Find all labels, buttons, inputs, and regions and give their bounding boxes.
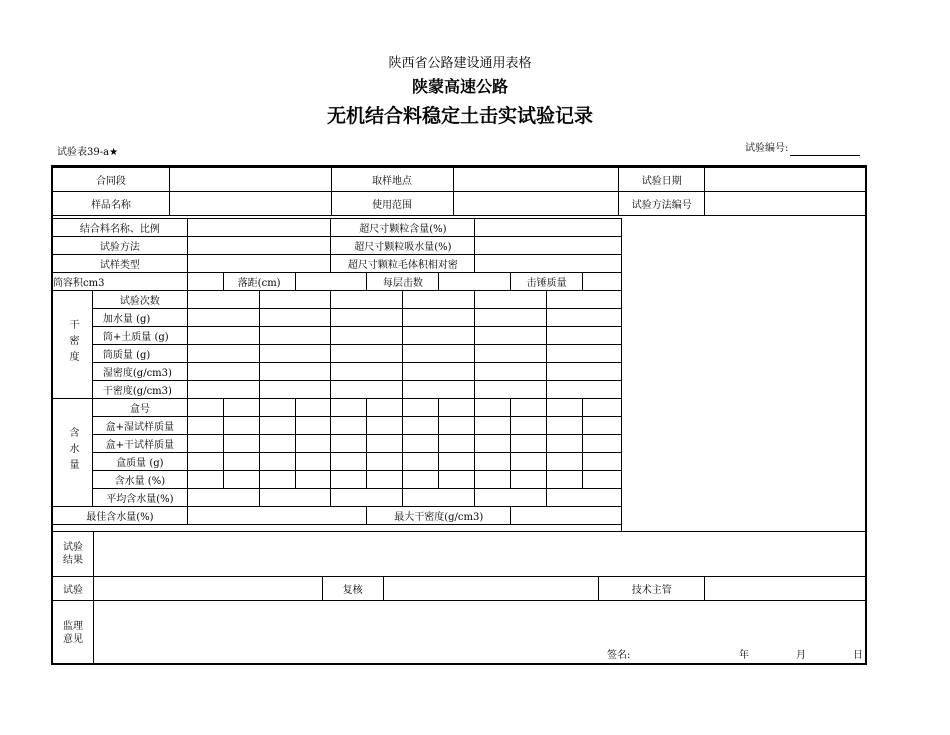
chief-field[interactable] — [705, 577, 866, 601]
cyl-vol-label: 筒容积cm3 — [53, 273, 188, 291]
hammer-label: 击锤质量 — [511, 273, 583, 291]
checker-label: 复核 — [322, 577, 383, 601]
form-code: 试验表39-a★ — [57, 147, 119, 158]
scope-field[interactable] — [453, 192, 619, 216]
box-wet-label: 盒+湿试样质量 — [92, 417, 187, 435]
oversize-abs-field[interactable] — [475, 237, 622, 255]
sample-type-field[interactable] — [187, 255, 331, 273]
oversize-content-field[interactable] — [475, 219, 622, 237]
blows-field[interactable] — [439, 273, 511, 291]
dry-density-label: 干密度(g/cm3) — [92, 381, 187, 399]
tester-field[interactable] — [93, 577, 322, 601]
sample-loc-field[interactable] — [453, 168, 619, 192]
test-date-label: 试验日期 — [619, 168, 705, 192]
day-label: 日 — [852, 650, 863, 661]
mix-name-label: 结合料名称、比例 — [53, 219, 188, 237]
checker-field[interactable] — [383, 577, 599, 601]
chief-label: 技术主管 — [599, 577, 705, 601]
water-add-label: 加水量 (g) — [92, 309, 187, 327]
blows-label: 每层击数 — [367, 273, 439, 291]
year-label: 年 — [738, 650, 749, 661]
scope-label: 使用范围 — [331, 192, 453, 216]
avg-water-content-label: 平均含水量(%) — [92, 489, 187, 507]
sample-name-label: 样品名称 — [53, 192, 170, 216]
trial-no-label: 试验次数 — [92, 291, 187, 309]
cyl-vol-field[interactable] — [187, 273, 223, 291]
method-field[interactable] — [187, 237, 331, 255]
chart-area[interactable] — [621, 218, 866, 532]
oversize-abs-label: 超尺寸颗粒吸水量(%) — [331, 237, 475, 255]
sample-loc-label: 取样地点 — [331, 168, 453, 192]
contract-field[interactable] — [169, 168, 331, 192]
test-result-field[interactable] — [93, 532, 865, 577]
compaction-table — [52, 218, 622, 525]
method-no-label: 试验方法编号 — [619, 192, 705, 216]
max-dd-field[interactable] — [511, 507, 622, 525]
form-subtitle: 陕西省公路建设通用表格 — [388, 56, 532, 71]
dry-density-group: 干密度 — [53, 291, 93, 399]
opt-wc-field[interactable] — [187, 507, 367, 525]
method-label: 试验方法 — [53, 237, 188, 255]
record-no-line[interactable] — [790, 155, 860, 156]
moisture-group: 含水量 — [53, 399, 93, 507]
method-no-field[interactable] — [705, 192, 866, 216]
contract-label: 合同段 — [53, 168, 170, 192]
record-no-label: 试验编号: — [745, 143, 789, 154]
org-name: 陕蒙高速公路 — [411, 77, 508, 96]
box-dry-label: 盒+干试样质量 — [92, 435, 187, 453]
cyl-soil-label: 筒+土质量 (g) — [92, 327, 187, 345]
box-mass-label: 盒质量 (g) — [92, 453, 187, 471]
supervisor-field[interactable] — [93, 601, 865, 665]
oversize-content-label: 超尺寸颗粒含量(%) — [331, 219, 475, 237]
hammer-field[interactable] — [583, 273, 622, 291]
wet-density-label: 湿密度(g/cm3) — [92, 363, 187, 381]
test-date-field[interactable] — [705, 168, 866, 192]
drop-label: 落距(cm) — [223, 273, 295, 291]
cyl-mass-label: 筒质量 (g) — [92, 345, 187, 363]
top-info-table — [52, 167, 866, 216]
test-result-label: 试验结果 — [53, 532, 94, 577]
page-title: 无机结合料稳定土击实试验记录 — [326, 105, 593, 127]
month-label: 月 — [795, 650, 806, 661]
oversize-bulk-label: 超尺寸颗粒毛体积相对密 — [331, 255, 475, 273]
sample-name-field[interactable] — [169, 192, 331, 216]
conclusion-table — [52, 531, 866, 665]
mix-name-field[interactable] — [187, 219, 331, 237]
sample-type-label: 试样类型 — [53, 255, 188, 273]
sign-label: 签名: — [606, 650, 631, 661]
max-dd-label: 最大干密度(g/cm3) — [367, 507, 511, 525]
supervisor-label: 监理意见 — [53, 601, 94, 665]
box-no-label: 盒号 — [92, 399, 187, 417]
tester-label: 试验 — [53, 577, 94, 601]
drop-field[interactable] — [295, 273, 367, 291]
water-content-label: 含水量 (%) — [92, 471, 187, 489]
opt-wc-label: 最佳含水量(%) — [53, 507, 188, 525]
oversize-bulk-field[interactable] — [475, 255, 622, 273]
